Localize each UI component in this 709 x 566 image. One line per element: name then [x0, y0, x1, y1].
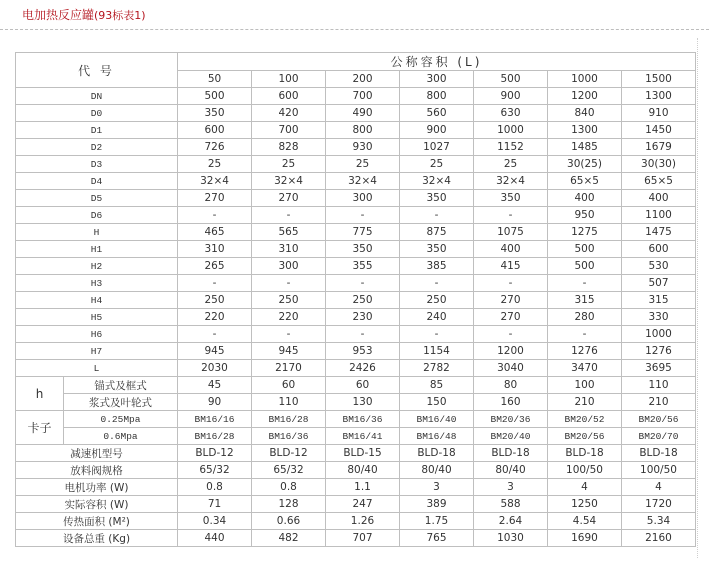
table-row: [16, 122, 696, 139]
table-cell: 1200: [474, 343, 548, 360]
table-cell: 350: [326, 241, 400, 258]
table-row: [16, 479, 696, 496]
table-cell: 350: [474, 190, 548, 207]
right-divider: [697, 38, 698, 558]
row-label: H1: [16, 241, 178, 258]
table-cell: 100/50: [622, 462, 696, 479]
table-cell: BLD-15: [326, 445, 400, 462]
table-cell: 0.34: [178, 513, 252, 530]
row-label: 实际容积 (W): [16, 496, 178, 513]
row-label: H6: [16, 326, 178, 343]
table-cell: 565: [252, 224, 326, 241]
table-cell: 930: [326, 139, 400, 156]
table-row: [16, 530, 696, 547]
table-cell: 250: [326, 292, 400, 309]
table-cell: 800: [326, 122, 400, 139]
table-row: [16, 207, 696, 224]
table-cell: 945: [178, 343, 252, 360]
table-cell: 1027: [400, 139, 474, 156]
table-cell: 1679: [622, 139, 696, 156]
table-cell: -: [252, 275, 326, 292]
table-cell: 0.8: [178, 479, 252, 496]
table-cell: 330: [622, 309, 696, 326]
table-cell: 150: [400, 394, 474, 411]
sub-row-label: 0.25Mpa: [64, 411, 178, 428]
table-header-row: [16, 53, 696, 71]
table-cell: 1000: [474, 122, 548, 139]
table-cell: 60: [326, 377, 400, 394]
table-row: [16, 224, 696, 241]
row-label: D3: [16, 156, 178, 173]
table-cell: 1690: [548, 530, 622, 547]
table-cell: 828: [252, 139, 326, 156]
table-cell: 32×4: [474, 173, 548, 190]
sub-row-label: 锚式及框式: [64, 377, 178, 394]
table-cell: 953: [326, 343, 400, 360]
table-cell: 4: [622, 479, 696, 496]
table-cell: 588: [474, 496, 548, 513]
volume-cell: 1500: [622, 71, 696, 88]
table-cell: 500: [178, 88, 252, 105]
row-label: H3: [16, 275, 178, 292]
table-cell: BLD-18: [622, 445, 696, 462]
table-cell: BM20/52: [548, 411, 622, 428]
table-cell: 2030: [178, 360, 252, 377]
row-label: D5: [16, 190, 178, 207]
table-cell: BM16/36: [252, 428, 326, 445]
table-cell: 1200: [548, 88, 622, 105]
table-cell: 110: [252, 394, 326, 411]
table-row: [16, 462, 696, 479]
table-cell: 230: [326, 309, 400, 326]
table-cell: 25: [400, 156, 474, 173]
row-label: D4: [16, 173, 178, 190]
table-cell: BM16/28: [178, 428, 252, 445]
row-label: H5: [16, 309, 178, 326]
table-cell: 1075: [474, 224, 548, 241]
table-cell: 350: [178, 105, 252, 122]
table-row: [16, 173, 696, 190]
table-cell: 315: [622, 292, 696, 309]
table-cell: -: [474, 275, 548, 292]
table-cell: -: [548, 275, 622, 292]
table-cell: 415: [474, 258, 548, 275]
table-cell: 3: [400, 479, 474, 496]
table-cell: 482: [252, 530, 326, 547]
table-cell: 315: [548, 292, 622, 309]
table-cell: 600: [622, 241, 696, 258]
table-cell: -: [548, 326, 622, 343]
row-label: H4: [16, 292, 178, 309]
table-cell: 900: [474, 88, 548, 105]
table-cell: 1.26: [326, 513, 400, 530]
table-cell: BM20/56: [622, 411, 696, 428]
row-label: D6: [16, 207, 178, 224]
table-cell: 1030: [474, 530, 548, 547]
table-cell: 30(25): [548, 156, 622, 173]
sub-row-label: 0.6Mpa: [64, 428, 178, 445]
row-label: 放料阀规格: [16, 462, 178, 479]
table-cell: 128: [252, 496, 326, 513]
table-row: [16, 343, 696, 360]
table-cell: 210: [548, 394, 622, 411]
table-cell: 530: [622, 258, 696, 275]
table-cell: -: [400, 275, 474, 292]
table-cell: 1.75: [400, 513, 474, 530]
table-cell: 1.1: [326, 479, 400, 496]
row-label: D2: [16, 139, 178, 156]
table-row: [16, 275, 696, 292]
table-cell: 1275: [548, 224, 622, 241]
table-cell: 350: [400, 190, 474, 207]
table-cell: 25: [326, 156, 400, 173]
table-cell: 65/32: [252, 462, 326, 479]
table-cell: 90: [178, 394, 252, 411]
table-cell: -: [326, 207, 400, 224]
table-row: [16, 241, 696, 258]
table-cell: 560: [400, 105, 474, 122]
table-cell: 25: [178, 156, 252, 173]
row-label: L: [16, 360, 178, 377]
table-cell: 32×4: [252, 173, 326, 190]
volume-cell: 500: [474, 71, 548, 88]
table-cell: 1250: [548, 496, 622, 513]
table-cell: -: [400, 326, 474, 343]
table-cell: BM16/36: [326, 411, 400, 428]
table-cell: 3: [474, 479, 548, 496]
table-cell: 80/40: [400, 462, 474, 479]
table-cell: 1300: [548, 122, 622, 139]
table-cell: 707: [326, 530, 400, 547]
table-cell: 700: [326, 88, 400, 105]
table-cell: 600: [252, 88, 326, 105]
row-label: H7: [16, 343, 178, 360]
volume-header: 公称容积 (L): [178, 53, 696, 71]
table-cell: 32×4: [400, 173, 474, 190]
volume-cell: 1000: [548, 71, 622, 88]
table-cell: 1450: [622, 122, 696, 139]
row-label: H2: [16, 258, 178, 275]
table-cell: 270: [178, 190, 252, 207]
row-label: D0: [16, 105, 178, 122]
table-cell: 400: [474, 241, 548, 258]
table-cell: 2.64: [474, 513, 548, 530]
table-cell: -: [474, 326, 548, 343]
table-row: [16, 292, 696, 309]
table-cell: 355: [326, 258, 400, 275]
row-label: 传热面积 (M²): [16, 513, 178, 530]
table-cell: 1152: [474, 139, 548, 156]
table-cell: 80: [474, 377, 548, 394]
table-cell: 500: [548, 258, 622, 275]
table-cell: 2426: [326, 360, 400, 377]
table-cell: -: [400, 207, 474, 224]
table-cell: 300: [326, 190, 400, 207]
table-cell: 240: [400, 309, 474, 326]
table-cell: BLD-18: [400, 445, 474, 462]
table-cell: 32×4: [326, 173, 400, 190]
table-cell: 1000: [622, 326, 696, 343]
table-cell: 85: [400, 377, 474, 394]
table-cell: 765: [400, 530, 474, 547]
table-cell: 4.54: [548, 513, 622, 530]
table-cell: 385: [400, 258, 474, 275]
table-row: [16, 445, 696, 462]
table-cell: 45: [178, 377, 252, 394]
table-cell: 160: [474, 394, 548, 411]
table-cell: 310: [178, 241, 252, 258]
table-cell: -: [326, 275, 400, 292]
table-cell: 100/50: [548, 462, 622, 479]
table-cell: 350: [400, 241, 474, 258]
table-cell: 945: [252, 343, 326, 360]
table-cell: 2160: [622, 530, 696, 547]
table-cell: 250: [178, 292, 252, 309]
table-cell: 32×4: [178, 173, 252, 190]
table-cell: 1154: [400, 343, 474, 360]
table-cell: -: [326, 326, 400, 343]
table-cell: 600: [178, 122, 252, 139]
row-label: 减速机型号: [16, 445, 178, 462]
table-cell: 270: [474, 309, 548, 326]
table-row: [16, 360, 696, 377]
table-row: [16, 411, 696, 428]
table-cell: BM16/48: [400, 428, 474, 445]
table-cell: 910: [622, 105, 696, 122]
row-label: D1: [16, 122, 178, 139]
table-cell: 130: [326, 394, 400, 411]
table-cell: 400: [548, 190, 622, 207]
table-cell: 1485: [548, 139, 622, 156]
table-cell: BM20/40: [474, 428, 548, 445]
h-group-label: h: [16, 377, 64, 411]
table-cell: 25: [252, 156, 326, 173]
table-cell: -: [178, 326, 252, 343]
table-cell: 80/40: [474, 462, 548, 479]
table-cell: 250: [252, 292, 326, 309]
table-cell: 25: [474, 156, 548, 173]
table-cell: 1475: [622, 224, 696, 241]
table-cell: 270: [474, 292, 548, 309]
table-cell: 100: [548, 377, 622, 394]
header-divider: [0, 29, 709, 30]
table-cell: 420: [252, 105, 326, 122]
table-row: [16, 105, 696, 122]
table-cell: 900: [400, 122, 474, 139]
table-row: [16, 377, 696, 394]
table-cell: BLD-18: [548, 445, 622, 462]
table-cell: 0.8: [252, 479, 326, 496]
table-cell: BLD-12: [178, 445, 252, 462]
table-cell: 65×5: [622, 173, 696, 190]
table-cell: 630: [474, 105, 548, 122]
table-cell: BLD-18: [474, 445, 548, 462]
table-cell: 775: [326, 224, 400, 241]
volume-cell: 300: [400, 71, 474, 88]
table-cell: 726: [178, 139, 252, 156]
table-cell: -: [252, 326, 326, 343]
table-cell: 0.66: [252, 513, 326, 530]
table-cell: 440: [178, 530, 252, 547]
table-row: [16, 326, 696, 343]
row-label: H: [16, 224, 178, 241]
table-cell: 30(30): [622, 156, 696, 173]
table-cell: 220: [178, 309, 252, 326]
volume-cell: 200: [326, 71, 400, 88]
table-cell: 389: [400, 496, 474, 513]
table-row: [16, 190, 696, 207]
table-row: [16, 156, 696, 173]
table-row: [16, 496, 696, 513]
row-label: 设备总重 (Kg): [16, 530, 178, 547]
table-cell: 250: [400, 292, 474, 309]
table-cell: 65/32: [178, 462, 252, 479]
table-cell: BM16/40: [400, 411, 474, 428]
table-cell: -: [252, 207, 326, 224]
table-cell: 1276: [622, 343, 696, 360]
clamp-group-label: 卡子: [16, 411, 64, 445]
table-row: [16, 513, 696, 530]
table-cell: 507: [622, 275, 696, 292]
table-cell: 1720: [622, 496, 696, 513]
row-label: DN: [16, 88, 178, 105]
table-cell: 60: [252, 377, 326, 394]
table-cell: BM16/28: [252, 411, 326, 428]
sub-row-label: 浆式及叶轮式: [64, 394, 178, 411]
table-cell: BLD-12: [252, 445, 326, 462]
table-cell: 800: [400, 88, 474, 105]
table-row: [16, 88, 696, 105]
table-cell: 220: [252, 309, 326, 326]
table-cell: 465: [178, 224, 252, 241]
table-cell: 3040: [474, 360, 548, 377]
table-cell: 1300: [622, 88, 696, 105]
table-cell: -: [178, 207, 252, 224]
table-cell: BM20/56: [548, 428, 622, 445]
table-cell: 247: [326, 496, 400, 513]
table-cell: 270: [252, 190, 326, 207]
spec-table: [15, 52, 696, 547]
table-cell: -: [474, 207, 548, 224]
table-cell: 2782: [400, 360, 474, 377]
table-cell: 950: [548, 207, 622, 224]
table-cell: 5.34: [622, 513, 696, 530]
table-cell: 1276: [548, 343, 622, 360]
table-cell: 1100: [622, 207, 696, 224]
table-cell: 3470: [548, 360, 622, 377]
table-cell: 700: [252, 122, 326, 139]
table-row: [16, 258, 696, 275]
table-row: [16, 394, 696, 411]
table-cell: 71: [178, 496, 252, 513]
table-cell: 875: [400, 224, 474, 241]
table-cell: BM16/16: [178, 411, 252, 428]
table-cell: 65×5: [548, 173, 622, 190]
table-cell: 210: [622, 394, 696, 411]
table-cell: BM20/36: [474, 411, 548, 428]
page-title: 电加热反应罐(93标表1): [22, 8, 146, 22]
code-header: 代 号: [16, 53, 178, 88]
table-cell: 500: [548, 241, 622, 258]
table-row: [16, 428, 696, 445]
table-cell: 4: [548, 479, 622, 496]
table-cell: 80/40: [326, 462, 400, 479]
table-cell: 300: [252, 258, 326, 275]
table-cell: 280: [548, 309, 622, 326]
table-cell: 265: [178, 258, 252, 275]
table-row: [16, 309, 696, 326]
table-cell: 310: [252, 241, 326, 258]
table-cell: 400: [622, 190, 696, 207]
volume-cell: 50: [178, 71, 252, 88]
table-cell: -: [178, 275, 252, 292]
table-cell: 110: [622, 377, 696, 394]
volume-cell: 100: [252, 71, 326, 88]
row-label: 电机功率 (W): [16, 479, 178, 496]
table-cell: BM20/70: [622, 428, 696, 445]
table-cell: 840: [548, 105, 622, 122]
table-cell: 490: [326, 105, 400, 122]
table-row: [16, 139, 696, 156]
table-cell: 3695: [622, 360, 696, 377]
table-cell: BM16/41: [326, 428, 400, 445]
table-cell: 2170: [252, 360, 326, 377]
